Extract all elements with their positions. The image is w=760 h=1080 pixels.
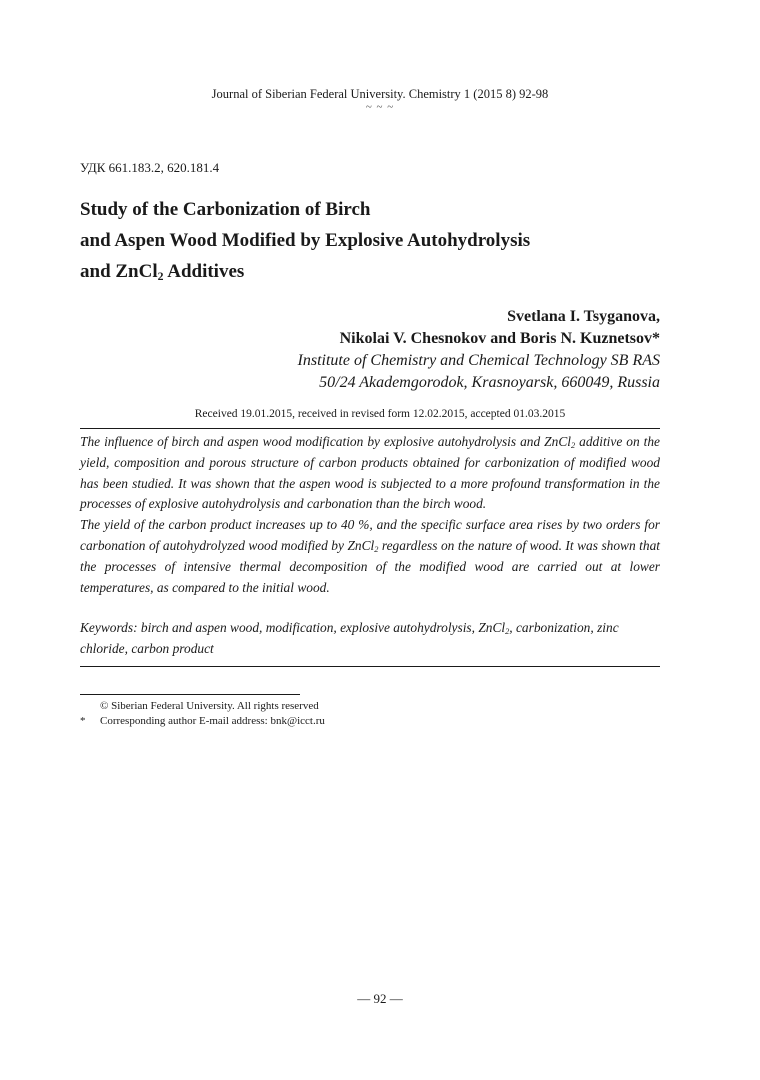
- article-title: [80, 194, 530, 287]
- title-line-1: Study of the Carbonization of Birch: [80, 199, 371, 220]
- abstract-paragraph-1: The influence of birch and aspen wood modification by explosive autohydrolysis and ZnCl$_2$ additive on the yield, composition and porous structure of carbon products obtained for carbonization of modified wood has been studied. It was shown that the aspen wood is subjected to a more profound transformation in the processes of explosive autohydrolysis and carbonation than the birch wood.: [80, 434, 660, 512]
- footnote-corresponding: * Corresponding author E-mail address: bnk@icct.ru: [80, 715, 325, 727]
- author-line-1: Svetlana I. Tsyganova,: [507, 308, 660, 325]
- abstract-bottom-rule: [80, 666, 660, 667]
- header-ornament: ~ ~ ~: [365, 101, 395, 113]
- abstract: [80, 432, 660, 660]
- affiliation-line-2: 50/24 Akademgorodok, Krasnoyarsk, 660049, Russia: [319, 374, 660, 391]
- footnote-rule: [80, 694, 300, 695]
- received-dates: Received 19.01.2015, received in revised form 12.02.2015, accepted 01.03.2015: [194, 408, 566, 420]
- keywords: Keywords: birch and aspen wood, modification, explosive autohydrolysis, ZnCl$_2$, carbonization, zinc chloride, carbon product: [80, 620, 619, 657]
- footnote-star: *: [80, 715, 86, 727]
- title-line-2: and Aspen Wood Modified by Explosive Autohydrolysis: [80, 230, 531, 251]
- affiliation-line-1: Institute of Chemistry and Chemical Technology SB RAS: [297, 352, 660, 369]
- journal-header: Journal of Siberian Federal University. Chemistry 1 (2015 8) 92-98: [211, 87, 549, 101]
- author-line-2: Nikolai V. Chesnokov and Boris N. Kuznetsov*: [339, 330, 660, 347]
- udk-code: УДК 661.183.2, 620.181.4: [80, 160, 220, 175]
- abstract-paragraph-2: The yield of the carbon product increases up to 40 %, and the specific surface area rises by two orders for carbonation of autohydrolyzed wood modified by ZnCl$_2$ regardless on the nature of wood. It was shown that the processes of intensive thermal decomposition of the modified wood are carried out at lower temperatures, as compared to the initial wood.: [80, 517, 661, 595]
- page-number: — 92 —: [357, 991, 403, 1006]
- abstract-top-rule: [80, 428, 660, 429]
- title-line-3: and ZnCl$_2$ Additives: [80, 261, 245, 283]
- footnote-copyright: © Siberian Federal University. All rights reserved: [100, 700, 319, 712]
- author-block: [298, 306, 660, 394]
